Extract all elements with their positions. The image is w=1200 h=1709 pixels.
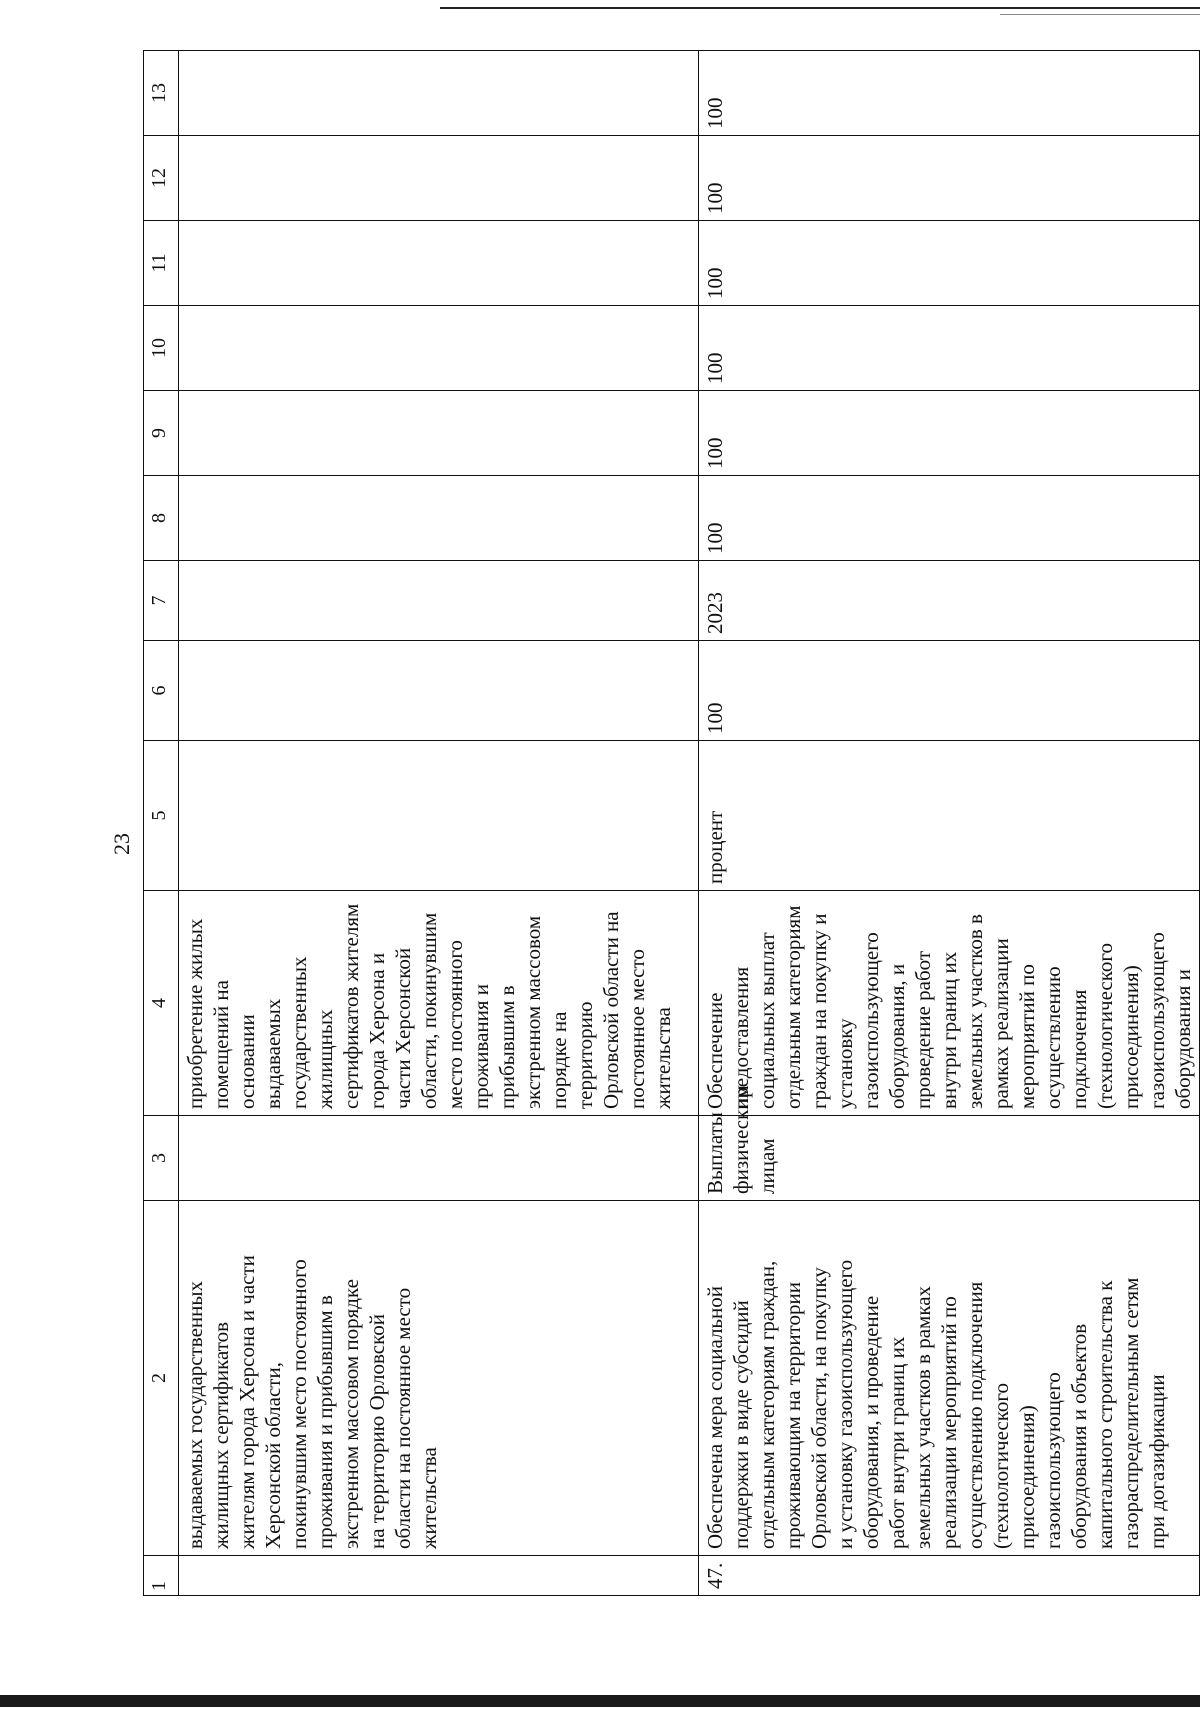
cell-value (179, 221, 699, 306)
cell-text-line: помещений на (209, 980, 233, 1109)
cell-text-line: капитального строительства к (1093, 1280, 1117, 1549)
scan-edge-bar (0, 1695, 1200, 1707)
cell-text-line: отдельным категориям (781, 905, 805, 1109)
cell-text-line: области, покинувшим (417, 912, 441, 1109)
cell-text-line: мероприятий по (1015, 964, 1039, 1109)
scan-edge-line (440, 7, 1200, 9)
col-number: 12 (144, 136, 179, 221)
cell-text-line: социальных выплат (755, 932, 779, 1109)
cell-text-line: граждан на покупку и (807, 913, 831, 1109)
cell-text-line: Херсонской области, (261, 1362, 285, 1549)
cell-text-line: предоставления (729, 966, 753, 1109)
cell-text-line: Обеспечена мера социальной (703, 1286, 727, 1549)
cell-value (179, 51, 699, 136)
cell-text-line: государственных (287, 956, 311, 1109)
cell-text-line: жилищных (313, 1009, 337, 1109)
cell-text-line: выдаваемых (261, 998, 285, 1109)
col-number: 8 (144, 476, 179, 561)
col-number: 4 (144, 891, 179, 1116)
scan-edge-line-thin (1000, 14, 1200, 15)
cell-text-line: при догазификации (1145, 1374, 1169, 1549)
cell-text-line: место постоянного (443, 940, 467, 1109)
cell-text-line: подключения (1067, 989, 1091, 1109)
cell-unit: процент (699, 741, 1200, 891)
cell-text-line: земельных участков в рамках (911, 1285, 935, 1549)
cell-text-line: осуществлению подключения (963, 1281, 987, 1549)
cell-base-year (179, 561, 699, 641)
cell-text-line: постоянное место (625, 949, 649, 1109)
cell-text-line: оборудования, и проведение (859, 1295, 883, 1549)
cell-value (179, 306, 699, 391)
cell-text-line: части Херсонской (391, 947, 415, 1109)
cell-value: 100 (699, 136, 1200, 221)
cell-text-line: экстренном массовом (521, 915, 545, 1109)
cell-value (179, 136, 699, 221)
col-number: 11 (144, 221, 179, 306)
cell-unit (179, 741, 699, 891)
cell-text-line: лицам (755, 1138, 779, 1194)
table-row (179, 51, 699, 1596)
cell-text-line: оборудования и (1171, 969, 1195, 1109)
cell-item-number: 47. (699, 1556, 1200, 1596)
col-number: 7 (144, 561, 179, 641)
cell-expense-type (179, 1116, 699, 1201)
cell-text-line: отдельным категориям граждан, (755, 1260, 779, 1549)
cell-text-line: Орловской области на (599, 911, 623, 1109)
cell-value (179, 476, 699, 561)
cell-text-line: реализации мероприятий по (937, 1296, 961, 1549)
cell-text-line: работ внутри границ их (885, 1336, 909, 1549)
col-number: 2 (144, 1201, 179, 1556)
cell-value: 100 (699, 51, 1200, 136)
cell-value (179, 391, 699, 476)
cell-text-line: проживания и (469, 983, 493, 1109)
cell-item-number (179, 1556, 699, 1596)
cell-text-line: сертификатов жителям (339, 903, 363, 1109)
cell-text-line: поддержки в виде субсидий (729, 1300, 753, 1549)
cell-value: 100 (699, 476, 1200, 561)
col-number: 9 (144, 391, 179, 476)
cell-text-line: присоединения) (1015, 1405, 1039, 1549)
cell-text-line: газоиспользующего (1145, 932, 1169, 1109)
cell-text-line: проведение работ (911, 950, 935, 1109)
cell-text-line: жилищных сертификатов (209, 1321, 233, 1549)
cell-text-line: рамках реализации (989, 938, 1013, 1109)
cell-text-line: установку (833, 1018, 857, 1109)
col-number: 1 (144, 1556, 179, 1596)
cell-text-line: города Херсона и (365, 952, 389, 1109)
cell-text-line: жительства (417, 1447, 441, 1549)
cell-base-value: 100 (699, 641, 1200, 741)
cell-text-line: жителям города Херсона и части (235, 1255, 259, 1549)
cell-value: 100 (699, 306, 1200, 391)
cell-indicator-name (699, 891, 1200, 1116)
cell-text-line: покинувшим место постоянного (287, 1259, 311, 1549)
cell-text-line: проживания и прибывшим в (313, 1295, 337, 1549)
cell-text-line: (технологического (1093, 943, 1117, 1109)
cell-text-line: газоиспользующего (1041, 1372, 1065, 1549)
cell-text-line: оборудования, и (885, 963, 909, 1109)
cell-text-line: порядке на (547, 1011, 571, 1109)
cell-value: 100 (699, 391, 1200, 476)
cell-indicator-name (179, 891, 699, 1116)
cell-text-line: территорию (573, 1001, 597, 1109)
cell-text-line: внутри границ их (937, 951, 961, 1109)
cell-text-line: жительства (651, 1007, 675, 1109)
page-number: 23 (109, 833, 134, 855)
indicators-table (143, 50, 1200, 1596)
cell-text-line: газоиспользующего (859, 932, 883, 1109)
cell-value: 100 (699, 221, 1200, 306)
cell-text-line: области на постоянное место (391, 1287, 415, 1549)
cell-base-value (179, 641, 699, 741)
col-number: 5 (144, 741, 179, 891)
col-number: 10 (144, 306, 179, 391)
cell-text-line: (технологического (989, 1383, 1013, 1549)
cell-text-line: основании (235, 1014, 259, 1109)
cell-text-line: оборудования и объектов (1067, 1323, 1091, 1549)
cell-text-line: газораспределительным сетям (1119, 1277, 1143, 1549)
column-number-row (144, 51, 179, 1596)
cell-text-line: физическим (729, 1085, 753, 1194)
cell-text-line: и установку газоиспользующего (833, 1259, 857, 1549)
col-number: 6 (144, 641, 179, 741)
cell-base-year: 2023 (699, 561, 1200, 641)
cell-text-line: приобретение жилых (183, 918, 207, 1109)
cell-text-line: присоединения) (1119, 965, 1143, 1109)
cell-text-line: Орловской области, на покупку (807, 1267, 831, 1549)
cell-result-name (699, 1201, 1200, 1556)
cell-text-line: Обеспечение (703, 992, 727, 1109)
cell-text-line: выдаваемых государственных (183, 1281, 207, 1549)
col-number: 13 (144, 51, 179, 136)
cell-result-name (179, 1201, 699, 1556)
cell-expense-type (699, 1085, 1200, 1201)
cell-text-line: осуществлению (1041, 966, 1065, 1109)
cell-text-line: экстренном массовом порядке (339, 1279, 363, 1549)
cell-text-line: прибывшим в (495, 985, 519, 1109)
cell-text-line: на территорию Орловской (365, 1314, 389, 1549)
cell-text-line: земельных участков в (963, 914, 987, 1109)
cell-text-line: проживающим на территории (781, 1282, 805, 1549)
table-row (699, 51, 1200, 1596)
table-rotated-wrapper (143, 60, 1195, 1596)
col-number: 3 (144, 1116, 179, 1201)
cell-text-line: Выплаты (703, 1112, 727, 1194)
